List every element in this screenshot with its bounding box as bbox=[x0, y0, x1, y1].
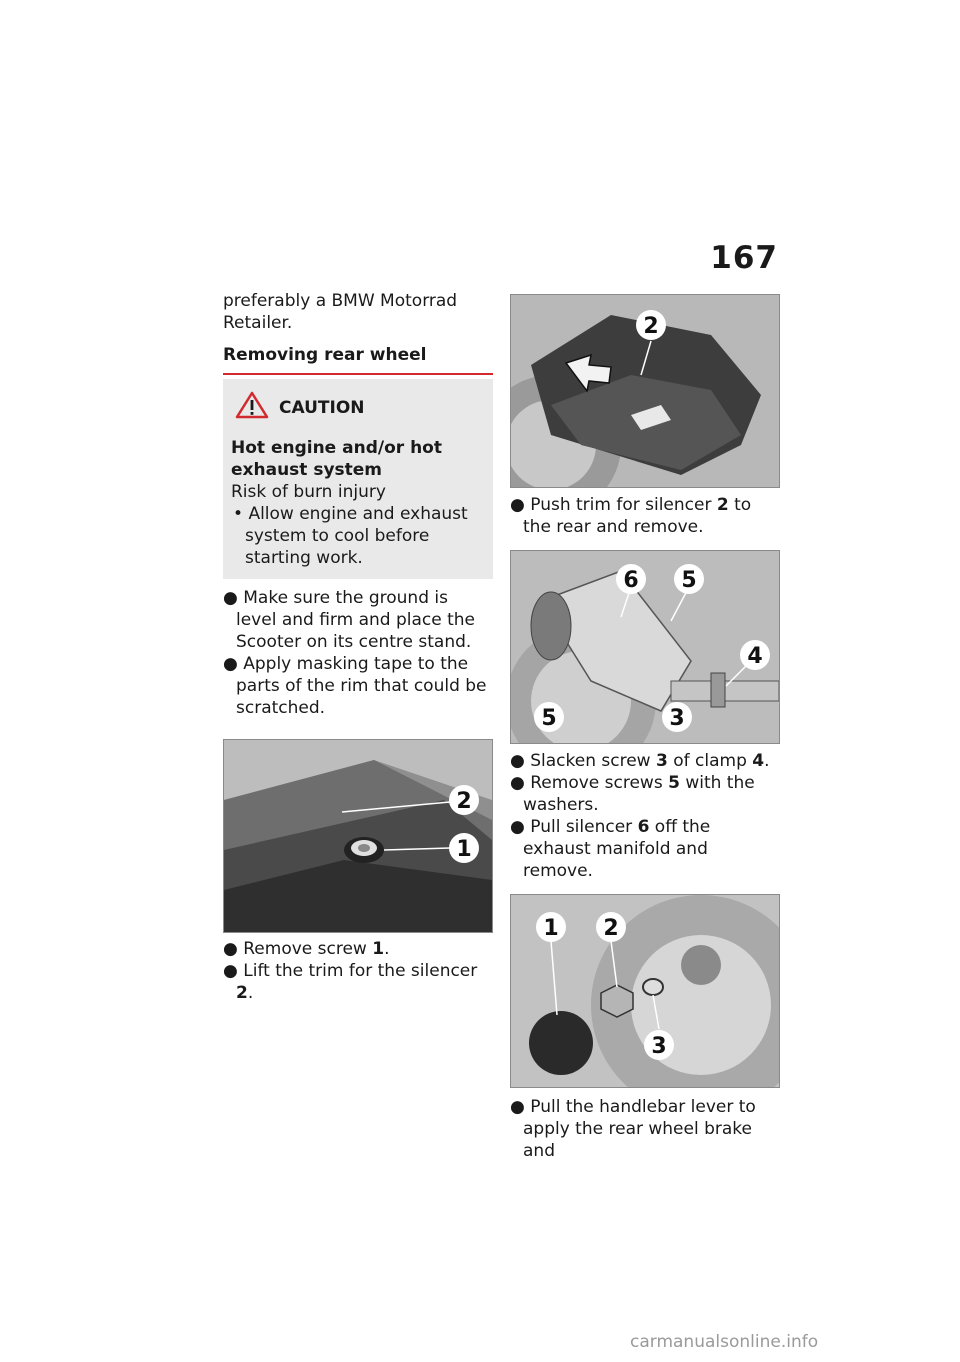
ref-number: 1 bbox=[372, 939, 385, 959]
ref-number: 2 bbox=[236, 983, 248, 1003]
step-text: Remove screw bbox=[243, 939, 373, 959]
ref-number: 5 bbox=[668, 773, 680, 793]
warning-triangle-icon bbox=[235, 391, 269, 425]
callout-3: 3 bbox=[669, 706, 685, 731]
step-text: Make sure the ground is level and firm and place the Scooter on its centre stand. bbox=[236, 588, 476, 652]
right-column bbox=[510, 294, 780, 1162]
callout-2: 2 bbox=[603, 916, 619, 941]
figure-silencer-trim bbox=[510, 294, 780, 488]
step-tail: . bbox=[247, 983, 254, 1003]
list-item: ● Pull the handlebar lever to apply the rear wheel brake and bbox=[510, 1097, 756, 1161]
list-item: ● Push trim for silencer 2 to the rear and remove. bbox=[510, 495, 752, 537]
step-text: Push trim for silencer bbox=[530, 495, 717, 515]
ref-number: 6 bbox=[637, 817, 650, 837]
step-tail: . bbox=[764, 751, 770, 771]
list-item: ● Lift the trim for the silencer 2. bbox=[223, 961, 478, 1003]
step-text: Pull silencer bbox=[530, 817, 638, 837]
step-list-4 bbox=[510, 750, 780, 882]
caution-header bbox=[235, 391, 485, 425]
step-list bbox=[223, 587, 493, 719]
caution-risk: Risk of burn injury bbox=[231, 482, 386, 502]
step-text: Lift the trim for the silencer bbox=[243, 961, 478, 981]
ref-number: 4 bbox=[752, 751, 765, 771]
section-heading: Removing rear wheel bbox=[223, 344, 493, 375]
callout-1: 1 bbox=[456, 837, 472, 862]
page-number: 167 bbox=[710, 240, 778, 276]
list-item: ● Make sure the ground is level and firm and place the Scooter on its centre stand. bbox=[223, 588, 476, 652]
intro-text: preferably a BMW Motorrad Retailer. bbox=[223, 291, 458, 333]
step-tail: with the washers. bbox=[523, 773, 755, 815]
callout-3: 3 bbox=[651, 1034, 667, 1059]
list-item: ● Remove screw 1. bbox=[223, 939, 390, 959]
caution-title: CAUTION bbox=[279, 398, 365, 418]
step-list-3 bbox=[510, 494, 780, 538]
step-mid: of clamp bbox=[667, 751, 753, 771]
step-text: Remove screws bbox=[530, 773, 669, 793]
figure-trim-screw bbox=[223, 739, 493, 933]
caution-box bbox=[223, 379, 493, 579]
step-text: Apply masking tape to the parts of the rim that could be scratched. bbox=[236, 654, 487, 718]
figure-axle-nut bbox=[510, 894, 780, 1088]
callout-1: 1 bbox=[543, 916, 559, 941]
step-text: Pull the handlebar lever to apply the rear wheel brake and bbox=[523, 1097, 756, 1161]
list-item: ● Remove screws 5 with the washers. bbox=[510, 773, 755, 815]
callout-5: 5 bbox=[681, 568, 697, 593]
callout-2: 2 bbox=[643, 314, 659, 339]
step-tail: . bbox=[384, 939, 390, 959]
ref-number: 2 bbox=[716, 495, 729, 515]
step-tail: off the exhaust manifold and remove. bbox=[523, 817, 711, 881]
list-item: ● Slacken screw 3 of clamp 4. bbox=[510, 751, 770, 771]
list-item: ● Apply masking tape to the parts of the rim that could be scratched. bbox=[223, 654, 487, 718]
footer-watermark: carmanualsonline.info bbox=[630, 1332, 819, 1352]
callout-5b: 5 bbox=[541, 706, 557, 731]
step-text: Slacken screw bbox=[530, 751, 656, 771]
caution-measure: Allow engine and exhaust system to cool before starting work. bbox=[245, 504, 468, 568]
callout-6: 6 bbox=[623, 568, 639, 593]
callout-2: 2 bbox=[456, 789, 472, 814]
list-item: ● Pull silencer 6 off the exhaust manifold and remove. bbox=[510, 817, 711, 881]
step-tail: to the rear and remove. bbox=[523, 495, 752, 537]
caution-hazard: Hot engine and/or hot exhaust system bbox=[231, 438, 442, 480]
caution-measure-item: • Allow engine and exhaust system to cool before starting work. bbox=[233, 504, 468, 568]
left-column bbox=[223, 290, 493, 1004]
step-list-5 bbox=[510, 1096, 780, 1162]
ref-number: 3 bbox=[656, 751, 668, 771]
figure-silencer-clamp bbox=[510, 550, 780, 744]
step-list-2 bbox=[223, 938, 493, 1004]
callout-4: 4 bbox=[747, 644, 763, 669]
